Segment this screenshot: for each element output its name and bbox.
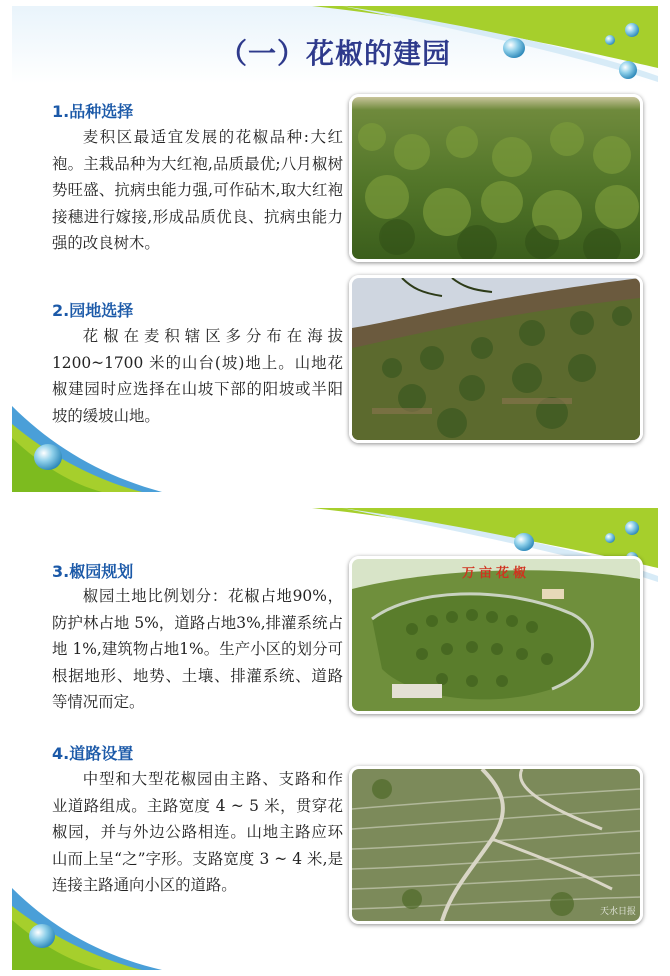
paragraph-road-layout: 中型和大型花椒园由主路、支路和作业道路组成。主路宽度 4 ~ 5 米，贯穿花椒园，并与外边公路相连。山地主路应环山而上呈“之”字形。支路宽度 3 ~ 4 米,是连接主路通向小区的道路。 — [52, 770, 343, 894]
paragraph-site-selection: 花椒在麦积辖区多分布在海拔 1200~1700 米的山台(坡)地上。山地花椒建园时应选择在山坡下部的阳坡或半阳坡的缓坡山地。 — [52, 327, 343, 425]
heading-variety-selection: 1.品种选择 — [52, 102, 134, 121]
photo-pepper-field — [349, 94, 643, 262]
photo-road-network — [349, 766, 643, 924]
photo-caption: 万亩花椒 — [461, 566, 530, 581]
paragraph-orchard-planning: 椒园土地比例划分：花椒占地90%，防护林占地 5%，道路占地3%,排灌系统占地 1%,建筑物占地1%。生产小区的划分可根据地形、地势、土壤、排灌系统、道路等情况而定。 — [52, 587, 343, 711]
page-panel-top — [12, 6, 658, 492]
paragraph-variety-selection: 麦积区最适宜发展的花椒品种:大红袍。主栽品种为大红袍,品质最优;八月椒树势旺盛、抗病虫能力强,可作砧木,取大红袍接穗进行嫁接,形成品质优良、抗病虫能力强的改良树木。 — [52, 128, 343, 252]
page-title: （一）花椒的建园 — [218, 37, 451, 70]
photo-watermark: 天水日报 — [600, 907, 637, 917]
heading-road-layout: 4.道路设置 — [52, 744, 134, 763]
heading-site-selection: 2.园地选择 — [52, 301, 134, 320]
photo-hillside-orchard — [349, 275, 643, 443]
heading-orchard-planning: 3.椒园规划 — [52, 562, 134, 581]
page-panel-bottom — [12, 508, 658, 970]
